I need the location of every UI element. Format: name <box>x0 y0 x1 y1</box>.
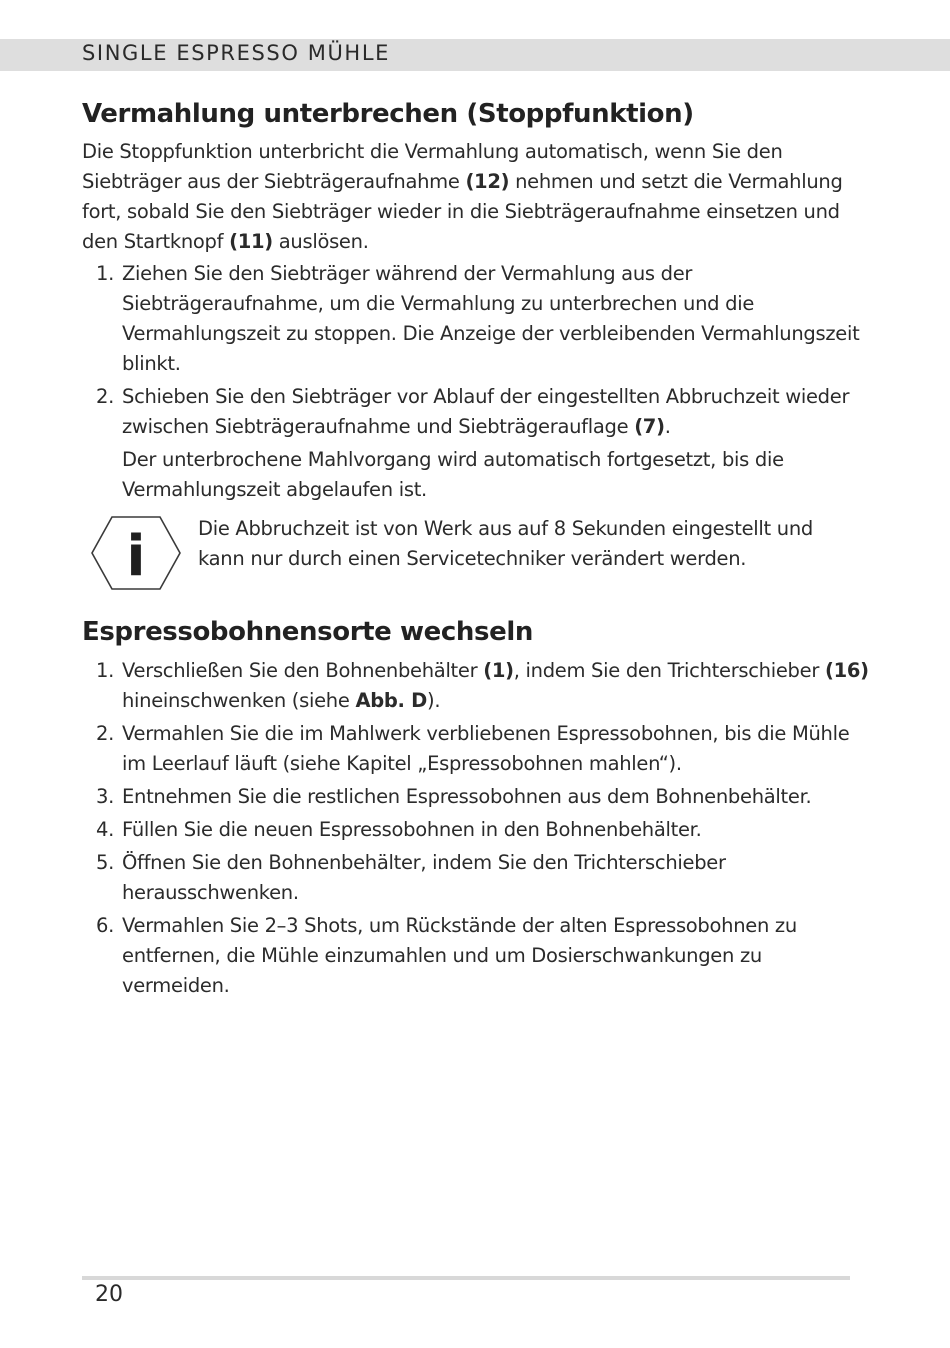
intro-text-part: nehmen und setzt die Vermahlung fort, sobald Sie den Siebträger wieder in die Siebträgeraufnahme einsetzen und den Startknopf <box>82 170 843 253</box>
step-number: 2. <box>96 722 115 745</box>
step-text: Vermahlen Sie die im Mahlwerk verbliebenen Espressobohnen, bis die Mühle im Leerlauf läuft (siehe Kapitel „Espressobohnen mahlen“). <box>122 722 850 775</box>
list-item <box>82 656 872 716</box>
footer-divider <box>82 1276 850 1280</box>
intro-text-part: Die Stoppfunktion unterbricht die Vermahlung automatisch, wenn Sie den Siebträger aus der Siebträgeraufnahme <box>82 140 783 193</box>
list-item <box>82 719 872 779</box>
part-ref-1: (1) <box>483 659 514 682</box>
info-note-text: Die Abbruchzeit ist von Werk aus auf 8 Sekunden eingestellt und kann nur durch einen Servicetechniker verändert werden. <box>198 517 813 570</box>
running-header-title: SINGLE ESPRESSO MÜHLE <box>82 41 390 65</box>
step-number: 2. <box>96 385 115 408</box>
info-note <box>82 515 872 589</box>
part-ref-7: (7) <box>634 415 665 438</box>
intro-paragraph <box>82 137 872 257</box>
part-ref-12: (12) <box>465 170 510 193</box>
part-ref-16: (16) <box>824 659 869 682</box>
section-bean-change <box>82 614 872 1001</box>
step-number: 1. <box>96 659 115 682</box>
step-result-text: Der unterbrochene Mahlvorgang wird automatisch fortgesetzt, bis die Vermahlungszeit abgelaufen ist. <box>122 448 784 501</box>
list-item <box>82 815 872 845</box>
step-text: Schieben Sie den Siebträger vor Ablauf der eingestellten Abbruchzeit wieder zwischen Siebträgeraufnahme und Siebträgerauflage <box>122 385 850 438</box>
step-number: 1. <box>96 262 115 285</box>
step-text: Vermahlen Sie 2–3 Shots, um Rückstände der alten Espressobohnen zu entfernen, die Mühle einzumahlen und um Dosierschwankungen zu vermeiden. <box>122 914 797 997</box>
list-item <box>82 782 872 812</box>
step-text: hineinschwenken (siehe <box>122 689 356 712</box>
list-item <box>82 259 872 379</box>
section-heading-stoppfunktion: Vermahlung unterbrechen (Stoppfunktion) <box>82 99 694 129</box>
stop-steps-list <box>82 259 872 505</box>
figure-ref: Abb. D <box>355 689 428 712</box>
step-number: 4. <box>96 818 115 841</box>
step-number: 6. <box>96 914 115 937</box>
page-content <box>82 96 872 1004</box>
step-number: 3. <box>96 785 115 808</box>
part-ref-11: (11) <box>229 230 273 253</box>
info-icon-glyph: i <box>126 524 146 589</box>
intro-text-part: auslösen. <box>272 230 369 253</box>
list-item <box>82 911 872 1001</box>
section-heading-bohnensorte: Espressobohnensorte wechseln <box>82 617 533 647</box>
step-number: 5. <box>96 851 115 874</box>
page-number: 20 <box>95 1282 123 1307</box>
list-item <box>82 848 872 908</box>
step-text: Ziehen Sie den Siebträger während der Vermahlung aus der Siebträgeraufnahme, um die Vermahlung zu unterbrechen und die Vermahlungszeit zu stoppen. Die Anzeige der verbleibenden Vermahlungszeit blinkt. <box>122 262 860 375</box>
step-text-end: . <box>664 415 671 438</box>
step-text: ). <box>427 689 441 712</box>
step-text: Verschließen Sie den Bohnenbehälter <box>122 659 484 682</box>
bean-change-steps-list <box>82 656 872 1001</box>
step-text: Füllen Sie die neuen Espressobohnen in den Bohnenbehälter. <box>122 818 702 841</box>
step-text: , indem Sie den Trichterschieber <box>513 659 825 682</box>
step-text: Entnehmen Sie die restlichen Espressobohnen aus dem Bohnenbehälter. <box>122 785 812 808</box>
info-icon <box>90 515 182 591</box>
list-item <box>82 382 872 505</box>
step-text: Öffnen Sie den Bohnenbehälter, indem Sie den Trichterschieber herausschwenken. <box>122 851 726 904</box>
